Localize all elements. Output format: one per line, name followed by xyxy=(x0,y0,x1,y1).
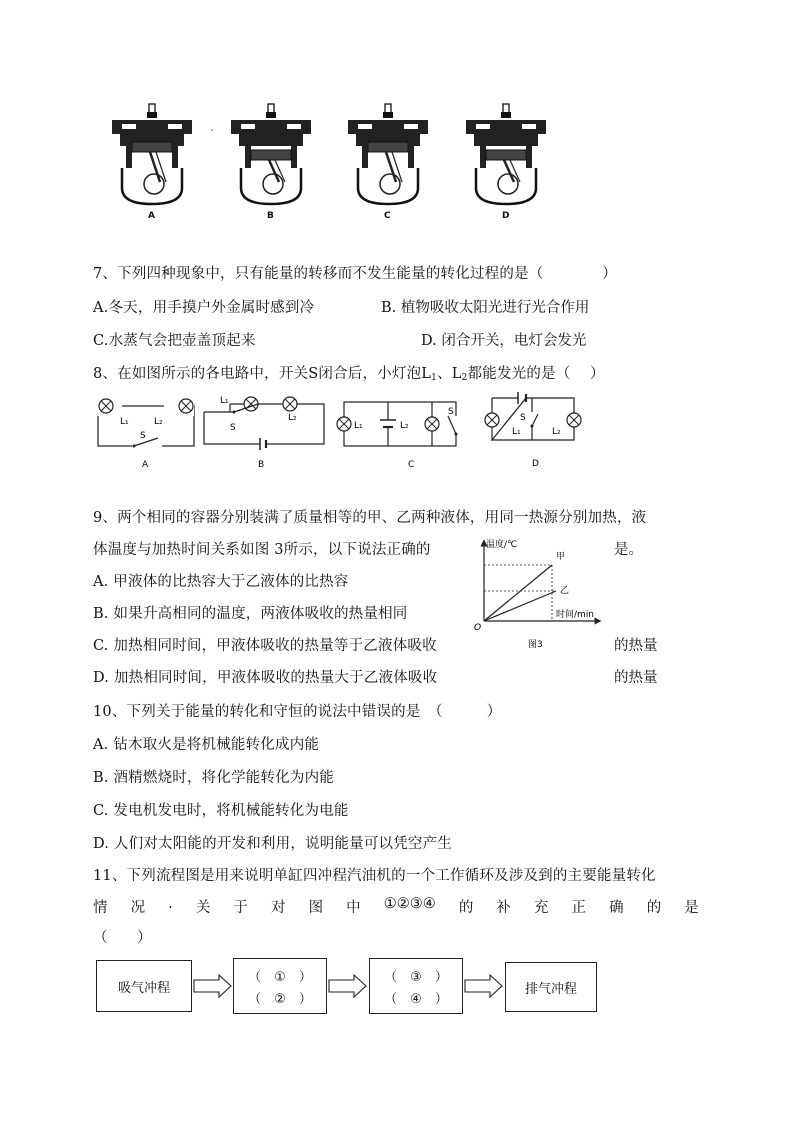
q9-line2-pre: 体温度与加热时间关系如图 3所示，以下说法正确的 xyxy=(93,542,431,558)
circuit-b-l2: L₂ xyxy=(288,413,297,423)
circuit-d-l2: L₂ xyxy=(552,427,561,437)
q11-char: 关 xyxy=(195,900,211,916)
q8-l2-sub: 2 xyxy=(461,373,468,383)
engine-label: A xyxy=(148,211,155,221)
circuit-b-s: S xyxy=(230,423,236,433)
engine-label: C xyxy=(384,211,391,221)
flow-box-2 xyxy=(233,958,327,1014)
q9-line1: 9、两个相同的容器分别装满了质量相等的甲、乙两种液体，用同一热源分别加热，液 xyxy=(93,510,647,526)
q11-char: 中 xyxy=(346,900,361,916)
q11-char: 的 xyxy=(646,900,662,916)
q11-char: 正 xyxy=(571,900,587,916)
q9-option-b: B. 如果升高相同的温度，两液体吸收的热量相同 xyxy=(93,606,408,622)
q9-option-d: D. 加热相同时间，甲液体吸收的热量大于乙液体吸收 xyxy=(93,670,438,686)
q9-option-c: C. 加热相同时间，甲液体吸收的热量等于乙液体吸收 xyxy=(93,638,437,654)
flow-box-exhaust xyxy=(505,962,597,1012)
flow-box-2-top: （ ① ） xyxy=(248,969,312,985)
engine-d xyxy=(466,104,546,221)
q11-char: 情 xyxy=(93,900,108,916)
q10-option-a: A. 钻木取火是将机械能转化成内能 xyxy=(93,737,320,753)
graph-origin: O xyxy=(474,623,482,633)
q8-stem xyxy=(93,362,605,383)
graph-xlabel: 时间/min xyxy=(556,610,595,620)
circuit-c-s: S xyxy=(448,407,454,417)
graph-caption: 图3 xyxy=(528,640,543,650)
circuit-b-label: B xyxy=(258,460,265,470)
flow-box-exhaust-label: 排气冲程 xyxy=(524,981,577,997)
flow-box-2-bottom: （ ② ） xyxy=(248,991,312,1007)
flow-box-intake xyxy=(96,960,192,1012)
circuit-d xyxy=(482,390,592,470)
q11-char: 于 xyxy=(233,900,248,916)
q8-l1: L xyxy=(421,366,432,382)
graph-ylabel: 温度/℃ xyxy=(486,540,518,550)
q11-line1: 11、下列流程图是用来说明单缸四冲程汽油机的一个工作循环及涉及到的主要能量转化 xyxy=(93,868,656,884)
q7-option-b: B. 植物吸收太阳光进行光合作用 xyxy=(381,300,590,316)
flow-arrow-3 xyxy=(464,974,504,998)
circuit-c-l1: L₁ xyxy=(354,421,363,431)
circuit-c-label: C xyxy=(408,460,415,470)
flow-arrow-2 xyxy=(328,974,368,998)
q10-stem: 10、下列关于能量的转化和守恒的说法中错误的是 （ ） xyxy=(93,704,502,720)
engine-a xyxy=(112,104,192,221)
q10-option-b: B. 酒精燃烧时，将化学能转化为内能 xyxy=(93,770,334,786)
circuit-a-l2: L₂ xyxy=(154,417,163,427)
q8-sep: 、 xyxy=(437,366,452,382)
q7-option-c: C.水蒸气会把壶盖顶起来 xyxy=(93,333,256,349)
engine-label: B xyxy=(267,211,274,221)
q11-char: ①②③④ xyxy=(383,896,436,912)
q9-line2-post: 是。 xyxy=(614,542,643,558)
circuit-d-label: D xyxy=(532,459,539,469)
circuit-c xyxy=(336,392,466,472)
graph-series-jia: 甲 xyxy=(556,552,566,562)
flow-box-3 xyxy=(369,958,463,1014)
circuit-a-label: A xyxy=(142,460,149,470)
q11-char: 是 xyxy=(684,900,699,916)
circuit-d-l1: L₁ xyxy=(512,427,521,437)
q11-char: 的 xyxy=(458,900,474,916)
circuit-d-s: S xyxy=(520,413,526,423)
q9-option-c-tail: 的热量 xyxy=(614,638,658,654)
q8-stem-s: S xyxy=(308,366,319,382)
graph-series-yi: 乙 xyxy=(560,586,570,596)
q10-option-d: D. 人们对太阳能的开发和利用，说明能量可以凭空产生 xyxy=(93,836,453,852)
engine-c xyxy=(348,104,428,221)
engine-b xyxy=(231,104,311,221)
q11-char: 对 xyxy=(271,900,286,916)
q11-char: 图 xyxy=(308,900,324,916)
engine-figure xyxy=(0,0,794,230)
q11-line2 xyxy=(93,896,699,917)
q8-l2: L xyxy=(451,366,462,382)
circuit-b xyxy=(200,392,330,472)
q8-stem-mid: 闭合后，小灯泡 xyxy=(318,366,422,382)
circuit-a-l1: L₁ xyxy=(120,417,129,427)
circuit-c-l2: L₂ xyxy=(400,421,409,431)
q7-option-a: A.冬天，用手摸户外金属时感到冷 xyxy=(93,300,315,316)
flow-box-3-bottom: （ ④ ） xyxy=(384,991,448,1007)
q11-char: 况 xyxy=(130,900,146,916)
temperature-time-graph xyxy=(470,535,610,655)
q9-option-d-tail: 的热量 xyxy=(614,670,658,686)
q10-option-c: C. 发电机发电时，将机械能转化为电能 xyxy=(93,803,349,819)
q9-option-a: A. 甲液体的比热容大于乙液体的比热容 xyxy=(93,574,349,590)
flow-box-intake-label: 吸气冲程 xyxy=(117,980,170,996)
q8-stem-post: 都能发光的是（ ） xyxy=(467,366,605,382)
q8-l1-sub: 1 xyxy=(431,373,438,383)
q11-line3: （ ） xyxy=(93,930,152,946)
circuit-a xyxy=(92,392,202,472)
q11-char: 充 xyxy=(533,900,549,916)
q11-char: 确 xyxy=(609,900,624,916)
engine-label: D xyxy=(502,211,510,221)
q7-stem: 7、下列四种现象中，只有能量的转移而不发生能量的转化过程的是（ ） xyxy=(93,266,617,282)
flow-box-3-top: （ ③ ） xyxy=(384,969,448,985)
circuit-a-s: S xyxy=(140,431,146,441)
q11-char: . xyxy=(168,896,173,912)
flow-arrow-1 xyxy=(193,974,233,998)
q7-option-d: D. 闭合开关，电灯会发光 xyxy=(421,333,587,349)
q8-stem-pre: 8、在如图所示的各电路中，开关 xyxy=(93,366,309,382)
circuit-b-l1: L₁ xyxy=(220,396,229,406)
q11-char: 补 xyxy=(496,900,511,916)
